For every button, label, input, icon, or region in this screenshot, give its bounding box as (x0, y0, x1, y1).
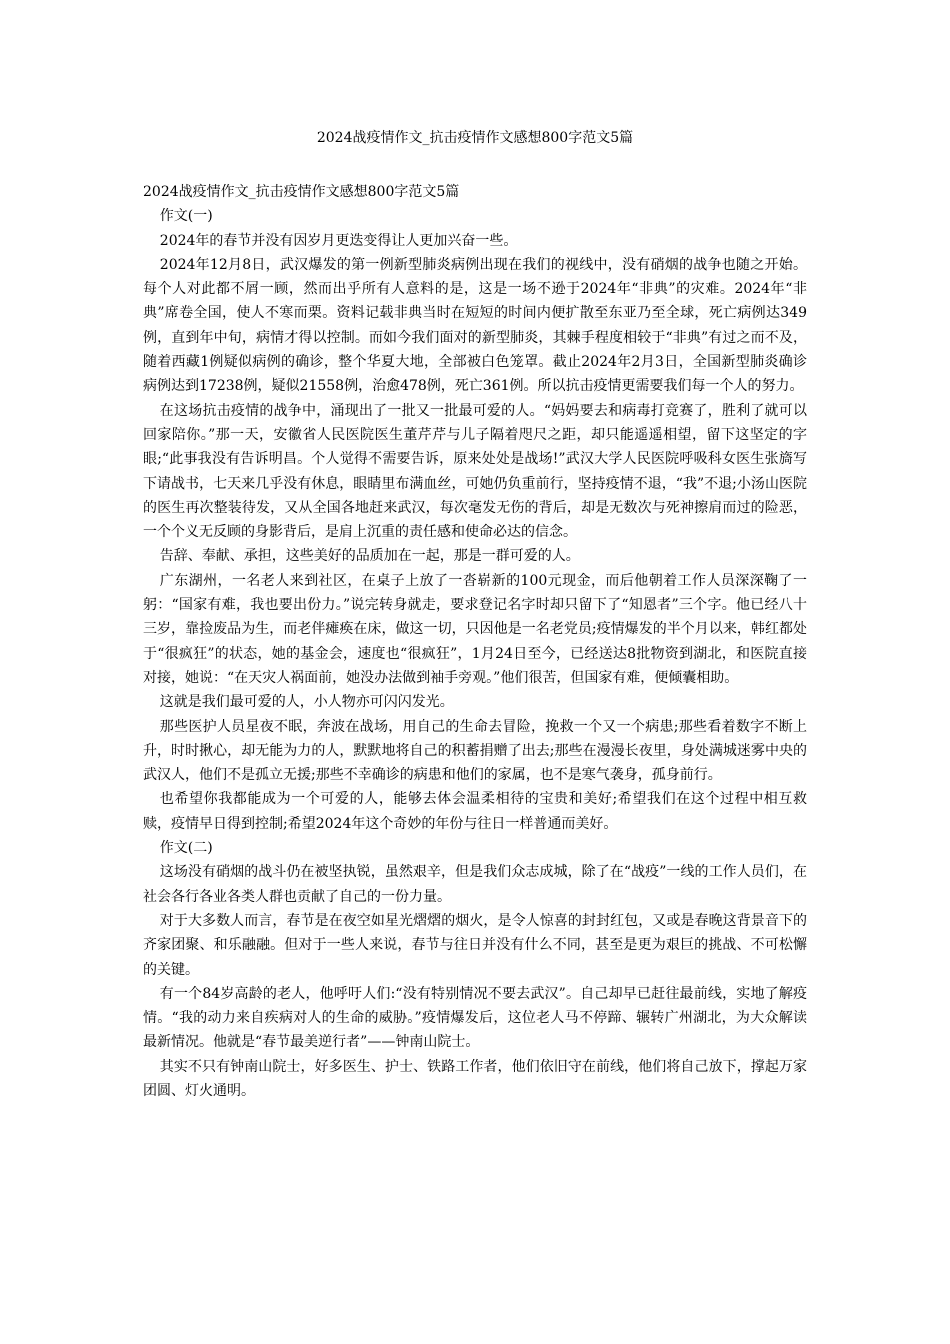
paragraph: 对于大多数人而言，春节是在夜空如星光熠熠的烟火，是令人惊喜的封封红包，又或是春晚这背景音下的齐家团聚、和乐融融。但对于一些人来说，春节与往日并没有什么不同，甚至是更为艰巨的挑战、不可松懈的关键。 (143, 912, 807, 978)
paragraph: 2024年的春节并没有因岁月更迭变得让人更加兴奋一些。 (159, 232, 518, 249)
paragraph: 广东湖州，一名老人来到社区，在桌子上放了一沓崭新的100元现金，而后他朝着工作人员深深鞠了一躬：“国家有难，我也要出份力。”说完转身就走，要求登记名字时却只留下了“知恩者”三个字。他已经八十三岁，靠捡废品为生，而老伴瘫痪在床，做这一切，只因他是一名老党员;疫情爆发的半个月以来，韩红都处于“很疯狂”的状态，她的基金会，速度也“很疯狂”，1月24日至今，已经送达8批物资到湖北，和医院直接对接，她说：“在天灾人祸面前，她没办法做到袖手旁观。”他们很苦，但国家有难，便倾囊相助。 (143, 572, 807, 686)
document-subtitle: 2024战疫情作文_抗击疫情作文感想800字范文5篇 (143, 184, 460, 200)
paragraph: 其实不只有钟南山院士，好多医生、护士、铁路工作者，他们依旧守在前线，他们将自己放下，撑起万家团圆、灯火通明。 (143, 1058, 807, 1099)
document-title: 2024战疫情作文_抗击疫情作文感想800字范文5篇 (316, 130, 634, 146)
document-body (143, 180, 807, 1103)
paragraph: 也希望你我都能成为一个可爱的人，能够去体会温柔相待的宝贵和美好;希望我们在这个过程中相互救赎，疫情早日得到控制;希望2024年这个奇妙的年份与往日一样普通而美好。 (143, 791, 807, 832)
paragraph: 2024年12月8日，武汉爆发的第一例新型肺炎病例出现在我们的视线中，没有硝烟的战争也随之开始。每个人对此都不屑一顾，然而出乎所有人意料的是，这是一场不逊于2024年“非典”的灾难。2024年“非典”席卷全国，使人不寒而栗。资料记载非典当时在短短的时间内便扩散至东亚乃至全球，死亡病例达349例，直到年中旬，病情才得以控制。而如今我们面对的新型肺炎，其棘手程度相较于“非典”有过之而不及，随着西藏1例疑似病例的确诊，整个华夏大地，全部被白色笼罩。截止2024年2月3日，全国新型肺炎确诊病例达到17238例，疑似21558例，治愈478例，死亡361例。所以抗击疫情更需要我们每一个人的努力。 (143, 256, 807, 395)
paragraph: 作文(二) (159, 840, 213, 857)
paragraph: 告辞、奉献、承担，这些美好的品质加在一起，那是一群可爱的人。 (159, 548, 580, 565)
paragraph: 作文(一) (159, 208, 213, 225)
paragraph: 这场没有硝烟的战斗仍在被坚执锐，虽然艰辛，但是我们众志成城，除了在“战疫”一线的工作人员们，在社会各行各业各类人群也贡献了自己的一份力量。 (143, 864, 807, 905)
paragraph: 有一个84岁高龄的老人，他呼吁人们:“没有特别情况不要去武汉”。自己却早已赶往最前线，实地了解疫情。“我的动力来自疾病对人的生命的威胁。”疫情爆发后，这位老人马不停蹄、辗转广州湖北，为大众解读最新情况。他就是“春节最美逆行者”——钟南山院士。 (143, 985, 807, 1051)
paragraph: 在这场抗击疫情的战争中，涌现出了一批又一批最可爱的人。“妈妈要去和病毒打竞赛了，胜利了就可以回家陪你。”那一天，安徽省人民医院医生董芹芹与儿子隔着咫尺之距，却只能遥遥相望，留下这坚定的字眼;“此事我没有告诉明昌。个人觉得不需要告诉，原来处处是战场!”武汉大学人民医院呼吸科女医生张旖写下请战书，七天来几乎没有休息，眼睛里布满血丝，可她仍负重前行，坚持疫情不退，“我”不退;小汤山医院的医生再次整装待发，又从全国各地赶来武汉，每次毫发无伤的背后，却是无数次与死神擦肩而过的险恶，一个个义无反顾的身影背后，是肩上沉重的责任感和使命必达的信念。 (143, 402, 807, 541)
paragraph: 那些医护人员星夜不眠，奔波在战场，用自己的生命去冒险，挽救一个又一个病患;那些看着数字不断上升，时时揪心，却无能为力的人，默默地将自己的积蓄捐赠了出去;那些在漫漫长夜里，身处满城迷雾中央的武汉人，他们不是孤立无援;那些不幸确诊的病患和他们的家属，也不是寒气袭身，孤身前行。 (143, 718, 807, 784)
paragraph: 这就是我们最可爱的人，小人物亦可闪闪发光。 (159, 694, 454, 711)
